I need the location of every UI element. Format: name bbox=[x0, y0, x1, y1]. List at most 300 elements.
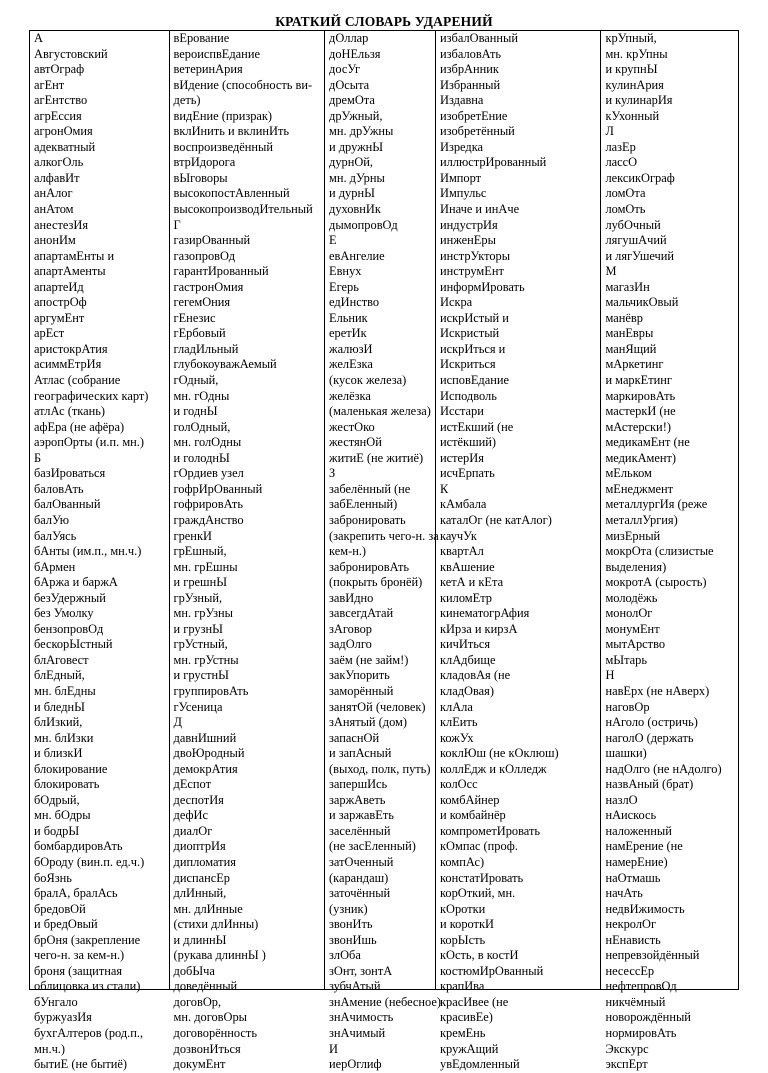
dictionary-entry: металлургИя (реже bbox=[605, 497, 708, 512]
dictionary-entry: географических карт) bbox=[34, 388, 149, 403]
dictionary-entry: голОдный, bbox=[173, 419, 231, 434]
dictionary-entry: и лягУшечий bbox=[605, 248, 675, 263]
dictionary-entry: балУясь bbox=[34, 528, 77, 543]
dictionary-entry: забронировать bbox=[329, 512, 406, 527]
dictionary-entry: Искриться bbox=[440, 357, 496, 372]
dictionary-entry: бескорЫстный bbox=[34, 637, 113, 652]
dictionary-entry: дурнОй, bbox=[329, 155, 374, 170]
dictionary-entry: гегемОния bbox=[173, 295, 231, 310]
dictionary-entry: докумЕнт bbox=[173, 1057, 226, 1072]
dictionary-entry: гОдный, bbox=[173, 373, 219, 388]
dictionary-entry: Исподволь bbox=[440, 388, 497, 403]
dictionary-entry: кОротки bbox=[440, 901, 486, 916]
dictionary-entry: лягушАчий bbox=[605, 233, 667, 248]
dictionary-entry: звонИть bbox=[329, 917, 373, 932]
dictionary-entry: балОванный bbox=[34, 497, 101, 512]
dictionary-entry: Л bbox=[605, 124, 614, 139]
dictionary-entry: новорождённый bbox=[605, 1010, 691, 1025]
dictionary-entry: Августовский bbox=[34, 46, 108, 61]
dictionary-entry: ломОта bbox=[605, 186, 646, 201]
dictionary-entry: еретИк bbox=[329, 326, 367, 341]
dictionary-entry: доНЕльзя bbox=[329, 46, 381, 61]
dictionary-entry: агронОмия bbox=[34, 124, 93, 139]
dictionary-entry: ветеринАрия bbox=[173, 62, 243, 77]
dictionary-entry: констатИровать bbox=[440, 870, 524, 885]
dictionary-entry: доведённый bbox=[173, 979, 238, 994]
dictionary-entry: Д bbox=[173, 715, 182, 730]
dictionary-entry: (узник) bbox=[329, 901, 368, 916]
dictionary-entry: блАговест bbox=[34, 652, 89, 667]
dictionary-entry: и маркЕтинг bbox=[605, 373, 672, 388]
dictionary-entry: увЕдомленный bbox=[440, 1057, 520, 1072]
dictionary-entry: недвИжимость bbox=[605, 901, 685, 916]
dictionary-entry: заржАветь bbox=[329, 792, 386, 807]
dictionary-entry: каучУк bbox=[440, 528, 477, 543]
dictionary-entry: алфавИт bbox=[34, 170, 80, 185]
dictionary-entry: избалОванный bbox=[440, 31, 518, 45]
dictionary-entry: непревзойдённый bbox=[605, 948, 700, 963]
dictionary-entry: кладОвая) bbox=[440, 683, 494, 698]
dictionary-entry: кОсть, в костИ bbox=[440, 948, 519, 963]
dictionary-entry: грЕшный, bbox=[173, 544, 227, 559]
dictionary-entry: дозвонИться bbox=[173, 1041, 241, 1056]
dictionary-entry: диалОг bbox=[173, 823, 213, 838]
column-4 bbox=[436, 31, 601, 1072]
dictionary-entry: бралА, бралАсь bbox=[34, 886, 118, 901]
dictionary-entry: звонИшь bbox=[329, 932, 377, 947]
dictionary-entry: Атлас (собрание bbox=[34, 373, 121, 388]
dictionary-entry: инстрУкторы bbox=[440, 248, 511, 263]
dictionary-entry: мЫтарь bbox=[605, 652, 648, 667]
dictionary-entry: индустрИя bbox=[440, 217, 498, 232]
dictionary-entry: изобретённый bbox=[440, 124, 515, 139]
dictionary-entry: досУг bbox=[329, 62, 361, 77]
dictionary-entry: Б bbox=[34, 450, 42, 465]
dictionary-entry: зубчАтый bbox=[329, 979, 381, 994]
dictionary-entry: гастронОмия bbox=[173, 279, 244, 294]
dictionary-entry: высокопроизводИтельный bbox=[173, 202, 313, 217]
dictionary-entry: гренкИ bbox=[173, 528, 212, 543]
dictionary-entry: иллюстрИрованный bbox=[440, 155, 547, 170]
dictionary-entry: иерОглиф bbox=[329, 1057, 382, 1072]
dictionary-entry: автОграф bbox=[34, 62, 85, 77]
dictionary-entry: арЕст bbox=[34, 326, 65, 341]
dictionary-entry: мн. гОдны bbox=[173, 388, 230, 403]
dictionary-entry: газирОванный bbox=[173, 233, 251, 248]
dictionary-entry: и грустнЫ bbox=[173, 668, 229, 683]
dictionary-entry: (маленькая железа) bbox=[329, 404, 431, 419]
dictionary-entry: мн. грУстны bbox=[173, 652, 239, 667]
dictionary-entry: бАрмен bbox=[34, 559, 76, 574]
dictionary-entry: мн. голОдны bbox=[173, 435, 242, 450]
dictionary-entry: З bbox=[329, 466, 336, 481]
dictionary-entry: Изредка bbox=[440, 139, 484, 154]
dictionary-entry: клАла bbox=[440, 699, 473, 714]
dictionary-entry: компАс) bbox=[440, 854, 485, 869]
dictionary-entry: (не засЕленный) bbox=[329, 839, 416, 854]
dictionary-entry: и дурнЫ bbox=[329, 186, 375, 201]
dictionary-entry: наголО (держать bbox=[605, 730, 694, 745]
dictionary-entry: забЕленный) bbox=[329, 497, 398, 512]
dictionary-entry: длИнный, bbox=[173, 886, 227, 901]
dictionary-entry: деспотИя bbox=[173, 792, 224, 807]
dictionary-entry: истЕкший (не bbox=[440, 419, 514, 434]
dictionary-entry: запаснОй bbox=[329, 730, 380, 745]
dictionary-entry: гОрдиев узел bbox=[173, 466, 244, 481]
dictionary-entry: балУю bbox=[34, 512, 70, 527]
dictionary-entry: апартеИд bbox=[34, 279, 84, 294]
dictionary-entry: шашки) bbox=[605, 746, 647, 761]
dictionary-entry: лассО bbox=[605, 155, 638, 170]
dictionary-entry: намЕрение (не bbox=[605, 839, 683, 854]
column-1 bbox=[30, 31, 170, 1072]
dictionary-entry: дОллар bbox=[329, 31, 369, 45]
dictionary-entry: атлАс (ткань) bbox=[34, 404, 105, 419]
dictionary-entry: группировАть bbox=[173, 683, 249, 698]
dictionary-entry: Ельник bbox=[329, 310, 368, 325]
dictionary-entry: заточённый bbox=[329, 886, 391, 901]
dictionary-entry: некролОг bbox=[605, 917, 657, 932]
dictionary-entry: И bbox=[329, 1041, 338, 1056]
dictionary-entry: диоптрИя bbox=[173, 839, 226, 854]
dictionary-entry: (карандаш) bbox=[329, 870, 389, 885]
dictionary-entry: духовнИк bbox=[329, 202, 381, 217]
dictionary-entry: и бледнЫ bbox=[34, 699, 85, 714]
dictionary-entry: гУсеница bbox=[173, 699, 223, 714]
dictionary-entry: едИнство bbox=[329, 295, 380, 310]
dictionary-entry: дОсыта bbox=[329, 77, 370, 92]
dictionary-entry: и голоднЫ bbox=[173, 450, 230, 465]
dictionary-entry: алкогОль bbox=[34, 155, 84, 170]
dictionary-entry: нАголо (остричь) bbox=[605, 715, 698, 730]
dictionary-entry: (выход, полк, путь) bbox=[329, 761, 431, 776]
dictionary-entry: мн.ч.) bbox=[34, 1041, 66, 1056]
dictionary-entry: высокопостАвленный bbox=[173, 186, 290, 201]
dictionary-entry: бАнты (им.п., мн.ч.) bbox=[34, 544, 142, 559]
dictionary-entry: дрУжный, bbox=[329, 108, 383, 123]
dictionary-entry: молодёжь bbox=[605, 590, 658, 605]
dictionary-entry: манЕвры bbox=[605, 326, 654, 341]
dictionary-entry: мальчикОвый bbox=[605, 295, 679, 310]
dictionary-entry: Исстари bbox=[440, 404, 484, 419]
column-3 bbox=[325, 31, 441, 1072]
dictionary-entry: нЕнависть bbox=[605, 932, 661, 947]
dictionary-entry: жестянОй bbox=[329, 435, 382, 450]
dictionary-entry: вЫговоры bbox=[173, 170, 228, 185]
dictionary-entry: и годнЫ bbox=[173, 404, 218, 419]
dictionary-entry: Е bbox=[329, 233, 337, 248]
dictionary-entry: Экскурс bbox=[605, 1041, 649, 1056]
dictionary-entry: блЕдный, bbox=[34, 668, 85, 683]
dictionary-entry: монумЕнт bbox=[605, 621, 660, 636]
dictionary-entry: кружАщий bbox=[440, 1041, 499, 1056]
dictionary-entry: колОсс bbox=[440, 777, 478, 792]
dictionary-entry: мастеркИ (не bbox=[605, 404, 676, 419]
dictionary-entry: грУзный, bbox=[173, 590, 223, 605]
dictionary-entry: назвАный (брат) bbox=[605, 777, 694, 792]
dictionary-entry: и близкИ bbox=[34, 746, 83, 761]
dictionary-entry: кинематогрАфия bbox=[440, 606, 530, 621]
dictionary-entry: знАчимый bbox=[329, 1026, 386, 1040]
dictionary-entry: аргумЕнт bbox=[34, 310, 85, 325]
dictionary-entry: истёкший) bbox=[440, 435, 497, 450]
dictionary-entry: крапИва bbox=[440, 979, 485, 994]
dictionary-entry: безУдержный bbox=[34, 590, 106, 605]
dictionary-entry: бОроду (вин.п. ед.ч.) bbox=[34, 854, 145, 869]
dictionary-entry: комбАйнер bbox=[440, 792, 500, 807]
dictionary-entry: анестезИя bbox=[34, 217, 89, 232]
dictionary-entry: (покрыть бронёй) bbox=[329, 575, 423, 590]
dictionary-entry: евАнгелие bbox=[329, 248, 385, 263]
dictionary-entry: заём (не займ!) bbox=[329, 652, 409, 667]
dictionary-entry: граждАнство bbox=[173, 512, 244, 527]
dictionary-entry: желёзка bbox=[329, 388, 371, 403]
dictionary-entry: агЕнтство bbox=[34, 93, 88, 108]
dictionary-entry: никчёмный bbox=[605, 994, 666, 1009]
dictionary-entry: корЫсть bbox=[440, 932, 486, 947]
dictionary-entry: дефИс bbox=[173, 808, 208, 823]
dictionary-entry: намерЕние) bbox=[605, 854, 668, 869]
dictionary-entry: дымопровОд bbox=[329, 217, 398, 232]
dictionary-entry: затОченный bbox=[329, 854, 394, 869]
dictionary-entry: мокротА (сырость) bbox=[605, 575, 707, 590]
dictionary-entry: вЕрование bbox=[173, 31, 230, 45]
dictionary-entry: апострОф bbox=[34, 295, 87, 310]
dictionary-entry: лазЕр bbox=[605, 139, 636, 154]
dictionary-entry: блокирование bbox=[34, 761, 108, 776]
dictionary-entry: и заржавЕть bbox=[329, 808, 394, 823]
dictionary-entry: Издавна bbox=[440, 93, 484, 108]
dictionary-entry: жестОко bbox=[329, 419, 375, 434]
dictionary-entry: ломОть bbox=[605, 202, 646, 217]
dictionary-entry: инженЕры bbox=[440, 233, 496, 248]
dictionary-entry: двоЮродный bbox=[173, 746, 245, 761]
dictionary-entry: и грешнЫ bbox=[173, 575, 228, 590]
dictionary-entry: воспроизведённый bbox=[173, 139, 273, 154]
dictionary-entry: наОтмашь bbox=[605, 870, 661, 885]
dictionary-entry: мокрОта (слизистые bbox=[605, 544, 714, 559]
dictionary-entry: диспансЕр bbox=[173, 870, 230, 885]
dictionary-entry: нормировАть bbox=[605, 1026, 677, 1040]
column-5 bbox=[601, 31, 738, 1072]
dictionary-entry: гарантИрованный bbox=[173, 264, 269, 279]
dictionary-entry: бОдрый, bbox=[34, 792, 80, 807]
dictionary-entry: кичИться bbox=[440, 637, 491, 652]
dictionary-entry: дипломатия bbox=[173, 854, 236, 869]
dictionary-entry: глубокоуважАемый bbox=[173, 357, 277, 372]
dictionary-entry: наговОр bbox=[605, 699, 650, 714]
dictionary-entry: Егерь bbox=[329, 279, 359, 294]
dictionary-entry: анонИм bbox=[34, 233, 76, 248]
dictionary-entry: бытиЕ (не бытиё) bbox=[34, 1057, 127, 1072]
dictionary-entry: вИдение (способность ви- bbox=[173, 77, 313, 92]
dictionary-entry: зОнт, зонтА bbox=[329, 963, 393, 978]
dictionary-entry: гофрировАть bbox=[173, 497, 243, 512]
dictionary-entry: А bbox=[34, 31, 43, 45]
dictionary-entry: забелённый (не bbox=[329, 481, 411, 496]
dictionary-entry: договорённость bbox=[173, 1026, 257, 1040]
dictionary-entry: Г bbox=[173, 217, 181, 232]
dictionary-entry: Искра bbox=[440, 295, 473, 310]
dictionary-entry: вероиспвЕдание bbox=[173, 46, 260, 61]
dictionary-entry: магазИн bbox=[605, 279, 650, 294]
dictionary-entry: клАдбище bbox=[440, 652, 496, 667]
dictionary-entry: кем-н.) bbox=[329, 544, 367, 559]
dictionary-entry: заселённый bbox=[329, 823, 391, 838]
dictionary-entry: деть) bbox=[173, 93, 201, 108]
dictionary-entry: мн. блИзки bbox=[34, 730, 94, 745]
dictionary-entry: задОлго bbox=[329, 637, 372, 652]
dictionary-entry: Н bbox=[605, 668, 615, 683]
dictionary-entry: видЕние (призрак) bbox=[173, 108, 273, 123]
dictionary-entry: буржуазИя bbox=[34, 1010, 92, 1025]
dictionary-entry: и комбайнёр bbox=[440, 808, 506, 823]
dictionary-entry: облицовка из стали) bbox=[34, 979, 141, 994]
dictionary-entry: злОба bbox=[329, 948, 361, 963]
dictionary-entry: втрИдорога bbox=[173, 155, 236, 170]
dictionary-entry: знАмение (небесное) bbox=[329, 994, 441, 1009]
dictionary-entry: дремОта bbox=[329, 93, 375, 108]
dictionary-entry: мн. длИнные bbox=[173, 901, 243, 916]
dictionary-entry: квАшение bbox=[440, 559, 495, 574]
dictionary-entry: мн. бОдры bbox=[34, 808, 91, 823]
dictionary-entry: запершИсь bbox=[329, 777, 388, 792]
dictionary-entry: вклИнить и вклинИть bbox=[173, 124, 290, 139]
dictionary-entry: и кулинарИя bbox=[605, 93, 673, 108]
dictionary-entry: чего-н. за кем-н.) bbox=[34, 948, 125, 963]
dictionary-entry: (рукава длиннЫ ) bbox=[173, 948, 266, 963]
dictionary-entry: информИровать bbox=[440, 279, 525, 294]
dictionary-entry: истерИя bbox=[440, 450, 484, 465]
dictionary-entry: базИроваться bbox=[34, 466, 106, 481]
dictionary-entry: и дружнЫ bbox=[329, 139, 384, 154]
dictionary-entry: (закрепить чего-н. за bbox=[329, 528, 439, 543]
dictionary-entry: мАстерски!) bbox=[605, 419, 671, 434]
dictionary-entry: грУстный, bbox=[173, 637, 228, 652]
dictionary-entry: Евнух bbox=[329, 264, 362, 279]
dictionary-entry: мн. дрУжны bbox=[329, 124, 394, 139]
dictionary-entry: бУнгало bbox=[34, 994, 78, 1009]
dictionary-entry: занятОй (человек) bbox=[329, 699, 426, 714]
dictionary-entry: мн. грУзны bbox=[173, 606, 234, 621]
dictionary-entry: мЕнеджмент bbox=[605, 481, 674, 496]
dictionary-entry: изобретЕние bbox=[440, 108, 508, 123]
dictionary-entry: кАмбала bbox=[440, 497, 487, 512]
dictionary-entry: боЯзнь bbox=[34, 870, 72, 885]
dictionary-entry: надОлго (не нАдолго) bbox=[605, 761, 722, 776]
dictionary-entry: кУхонный bbox=[605, 108, 660, 123]
dictionary-entry: договОр, bbox=[173, 994, 222, 1009]
dictionary-entry: бензопровОд bbox=[34, 621, 104, 636]
dictionary-entry: и крупнЫ bbox=[605, 62, 658, 77]
dictionary-entry: агрЕссия bbox=[34, 108, 82, 123]
dictionary-entry: бомбардировАть bbox=[34, 839, 123, 854]
dictionary-entry: кОмпас (проф. bbox=[440, 839, 518, 854]
dictionary-entry: мн. блЕдны bbox=[34, 683, 96, 698]
dictionary-entry: инструмЕнт bbox=[440, 264, 504, 279]
dictionary-entry: мАркетинг bbox=[605, 357, 664, 372]
column-2 bbox=[170, 31, 325, 1072]
dictionary-entry: без Умолку bbox=[34, 606, 94, 621]
dictionary-entry: кИрза и кирзА bbox=[440, 621, 518, 636]
dictionary-entry: брОня (закрепление bbox=[34, 932, 141, 947]
dictionary-entry: нефтепровОд bbox=[605, 979, 677, 994]
dictionary-entry: житиЕ (не житиё) bbox=[329, 450, 424, 465]
dictionary-entry: кремЕнь bbox=[440, 1026, 486, 1040]
dictionary-entry: кулинАрия bbox=[605, 77, 664, 92]
dictionary-entry: мн. договОры bbox=[173, 1010, 247, 1025]
dictionary-entry: гладИльный bbox=[173, 341, 239, 356]
dictionary-entry: Избранный bbox=[440, 77, 501, 92]
dictionary-entry: адекватный bbox=[34, 139, 96, 154]
dictionary-entry: афЕра (не афёра) bbox=[34, 419, 125, 434]
dictionary-entry: гЕрбовый bbox=[173, 326, 226, 341]
dictionary-entry: заморённый bbox=[329, 683, 394, 698]
dictionary-entry: знАчимость bbox=[329, 1010, 394, 1025]
dictionary-entry: квартАл bbox=[440, 544, 484, 559]
dictionary-entry: металлУргия) bbox=[605, 512, 678, 527]
dictionary-entry: забронировАть bbox=[329, 559, 410, 574]
dictionary-entry: Импорт bbox=[440, 170, 482, 185]
dictionary-entry: манёвр bbox=[605, 310, 643, 325]
dictionary-entry: нАискось bbox=[605, 808, 657, 823]
dictionary-entry: бухгАлтеров (род.п., bbox=[34, 1026, 144, 1040]
dictionary-entry: мн. дУрны bbox=[329, 170, 385, 185]
dictionary-entry: агЕнт bbox=[34, 77, 65, 92]
dictionary-entry: кладовАя (не bbox=[440, 668, 511, 683]
dictionary-entry: кожУх bbox=[440, 730, 474, 745]
dictionary-entry: (кусок железа) bbox=[329, 373, 407, 388]
dictionary-entry: костюмИрОванный bbox=[440, 963, 544, 978]
dictionary-entry: медикАмент) bbox=[605, 450, 677, 465]
dictionary-entry: закУпорить bbox=[329, 668, 390, 683]
dictionary-entry: исчЕрпать bbox=[440, 466, 495, 481]
dictionary-entry: крУпный, bbox=[605, 31, 657, 45]
dictionary-entry: каталОг (не катАлог) bbox=[440, 512, 552, 527]
page-title: КРАТКИЙ СЛОВАРЬ УДАРЕНИЙ bbox=[275, 14, 493, 29]
dictionary-entry: зАговор bbox=[329, 621, 372, 636]
dictionary-entry: навЕрх (не нАверх) bbox=[605, 683, 710, 698]
dictionary-entry: и бредОвый bbox=[34, 917, 98, 932]
dictionary-entry: мытАрство bbox=[605, 637, 666, 652]
dictionary-entry: Иначе и инАче bbox=[440, 202, 520, 217]
dictionary-entry: и грузнЫ bbox=[173, 621, 223, 636]
dictionary-entry: мизЕрный bbox=[605, 528, 661, 543]
dictionary-entry: газопровОд bbox=[173, 248, 236, 263]
dictionary-entry: броня (защитная bbox=[34, 963, 123, 978]
dictionary-entry: жалюзИ bbox=[329, 341, 373, 356]
dictionary-entry: мн. грЕшны bbox=[173, 559, 238, 574]
dictionary-entry: Искристый bbox=[440, 326, 500, 341]
dictionary-entry: апартАменты bbox=[34, 264, 106, 279]
dictionary-entry: демокрАтия bbox=[173, 761, 238, 776]
dictionary-entry: блИзкий, bbox=[34, 715, 83, 730]
dictionary-entry: корОткий, мн. bbox=[440, 886, 516, 901]
dictionary-entry: и бодрЫ bbox=[34, 823, 80, 838]
dictionary-entry: красивЕе) bbox=[440, 1010, 493, 1025]
dictionary-entry: (стихи длИнны) bbox=[173, 917, 259, 932]
dictionary-entry: блокировать bbox=[34, 777, 100, 792]
dictionary-entry: бредовОй bbox=[34, 901, 86, 916]
dictionary-entry: выделения) bbox=[605, 559, 667, 574]
dictionary-entry: мн. крУпны bbox=[605, 46, 668, 61]
dictionary-entry: аэропОрты (и.п. мн.) bbox=[34, 435, 145, 450]
dictionary-entry: несессЕр bbox=[605, 963, 655, 978]
dictionary-entry: и длиннЫ bbox=[173, 932, 227, 947]
dictionary-entry: асиммЕтрИя bbox=[34, 357, 102, 372]
dictionary-entry: зАнятый (дом) bbox=[329, 715, 408, 730]
dictionary-entry: аристокрАтия bbox=[34, 341, 108, 356]
